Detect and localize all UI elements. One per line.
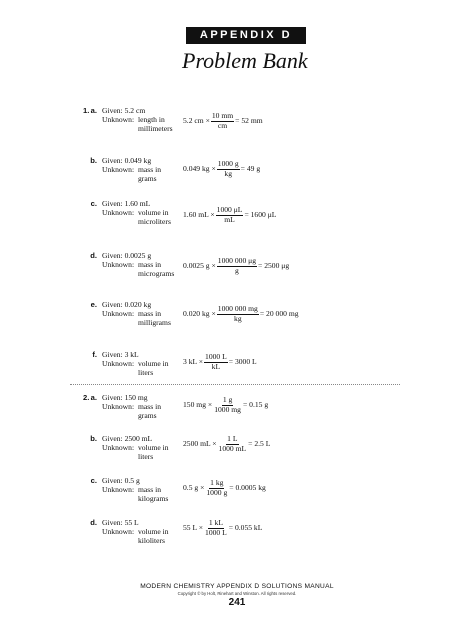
fraction-denominator: kL bbox=[211, 361, 221, 371]
equation bbox=[183, 206, 276, 224]
equation-result: = 49 g bbox=[240, 164, 261, 174]
unknown-label: Unknown: bbox=[102, 485, 135, 495]
part-letter: b. bbox=[90, 156, 97, 165]
equation-result: = 2500 μg bbox=[258, 261, 290, 271]
given-text: Given: 3 kL bbox=[102, 350, 139, 359]
equation bbox=[183, 435, 270, 453]
equation bbox=[183, 479, 266, 497]
fraction-numerator: 1 kL bbox=[208, 518, 223, 527]
fraction-numerator: 1000 000 μg bbox=[217, 256, 257, 265]
unknown-label: Unknown: bbox=[102, 208, 135, 218]
problem-number: 1. bbox=[83, 106, 90, 115]
equation-result: = 20 000 mg bbox=[259, 309, 299, 319]
given-text: Given: 0.5 g bbox=[102, 476, 140, 485]
fraction-denominator: g bbox=[234, 265, 239, 275]
section-divider bbox=[70, 384, 400, 385]
part-letter: a. bbox=[90, 106, 97, 115]
conversion-fraction bbox=[204, 519, 228, 537]
unknown-label: Unknown: bbox=[102, 402, 135, 412]
equation bbox=[183, 396, 268, 414]
part-letter: e. bbox=[90, 300, 97, 309]
equation bbox=[183, 519, 262, 537]
equation bbox=[183, 160, 260, 178]
conversion-fraction bbox=[213, 396, 242, 414]
equation-lead: 150 mg × bbox=[183, 400, 213, 410]
conversion-fraction bbox=[218, 435, 248, 453]
page-title: Problem Bank bbox=[182, 48, 308, 73]
equation bbox=[183, 257, 289, 275]
unknown-text: volume in kiloliters bbox=[138, 527, 169, 546]
fraction-numerator: 1 g bbox=[222, 395, 233, 404]
fraction-denominator: 1000 mL bbox=[218, 443, 247, 453]
unknown-label: Unknown: bbox=[102, 359, 135, 369]
problem-number: 2. bbox=[83, 393, 90, 402]
unknown-label: Unknown: bbox=[102, 260, 135, 270]
unknown-text: mass in grams bbox=[138, 165, 161, 184]
part-letter: a. bbox=[90, 393, 97, 402]
appendix-banner: APPENDIX D bbox=[186, 27, 306, 44]
equation-result: = 1600 μL bbox=[244, 210, 277, 220]
given-text: Given: 2500 mL bbox=[102, 434, 153, 443]
fraction-denominator: kg bbox=[224, 168, 232, 178]
fraction-numerator: 1 kg bbox=[210, 478, 224, 487]
given-text: Given: 0.020 kg bbox=[102, 300, 152, 309]
given-text: Given: 5.2 cm bbox=[102, 106, 146, 115]
equation bbox=[183, 112, 263, 130]
page-number: 241 bbox=[228, 597, 246, 608]
unknown-text: volume in microliters bbox=[138, 208, 171, 227]
fraction-numerator: 10 mm bbox=[211, 111, 234, 120]
conversion-fraction bbox=[205, 479, 228, 497]
fraction-denominator: cm bbox=[217, 120, 228, 130]
equation-lead: 0.5 g × bbox=[183, 483, 205, 493]
unknown-text: mass in milligrams bbox=[138, 309, 171, 328]
equation-lead: 1.60 mL × bbox=[183, 210, 215, 220]
conversion-fraction bbox=[211, 112, 234, 130]
unknown-label: Unknown: bbox=[102, 527, 135, 537]
fraction-denominator: 1000 mg bbox=[214, 404, 241, 414]
given-text: Given: 150 mg bbox=[102, 393, 148, 402]
part-letter: d. bbox=[90, 251, 97, 260]
conversion-fraction bbox=[216, 206, 244, 224]
equation-result: = 0.0005 kg bbox=[229, 483, 266, 493]
fraction-denominator: kg bbox=[234, 313, 242, 323]
part-letter: c. bbox=[90, 476, 97, 485]
unknown-label: Unknown: bbox=[102, 443, 135, 453]
given-text: Given: 0.049 kg bbox=[102, 156, 152, 165]
fraction-numerator: 1000 g bbox=[217, 159, 239, 168]
part-letter: c. bbox=[90, 199, 97, 208]
unknown-text: mass in micrograms bbox=[138, 260, 175, 279]
conversion-fraction bbox=[217, 257, 257, 275]
part-letter: d. bbox=[90, 518, 97, 527]
equation-lead: 5.2 cm × bbox=[183, 116, 210, 126]
unknown-text: length in millimeters bbox=[138, 115, 173, 134]
equation-lead: 0.020 kg × bbox=[183, 309, 216, 319]
equation bbox=[183, 353, 257, 371]
equation-result: = 52 mm bbox=[235, 116, 263, 126]
part-letter: b. bbox=[90, 434, 97, 443]
given-text: Given: 55 L bbox=[102, 518, 139, 527]
unknown-label: Unknown: bbox=[102, 165, 135, 175]
unknown-text: volume in liters bbox=[138, 443, 169, 462]
conversion-fraction bbox=[204, 353, 228, 371]
conversion-fraction bbox=[217, 160, 240, 178]
equation-lead: 55 L × bbox=[183, 523, 204, 533]
given-text: Given: 1.60 mL bbox=[102, 199, 151, 208]
fraction-denominator: 1000 g bbox=[206, 487, 228, 497]
equation bbox=[183, 305, 299, 323]
unknown-text: mass in kilograms bbox=[138, 485, 169, 504]
equation-result: = 0.055 kL bbox=[228, 523, 263, 533]
conversion-fraction bbox=[217, 305, 259, 323]
fraction-numerator: 1000 000 mg bbox=[217, 304, 258, 313]
equation-result: = 0.15 g bbox=[242, 400, 269, 410]
equation-lead: 0.049 kg × bbox=[183, 164, 216, 174]
footer-manual: MODERN CHEMISTRY APPENDIX D SOLUTIONS MANUAL bbox=[140, 583, 334, 590]
unknown-text: volume in liters bbox=[138, 359, 169, 378]
fraction-denominator: 1000 L bbox=[205, 527, 227, 537]
fraction-numerator: 1000 L bbox=[205, 352, 227, 361]
given-text: Given: 0.0025 g bbox=[102, 251, 152, 260]
equation-lead: 2500 mL × bbox=[183, 439, 217, 449]
fraction-denominator: mL bbox=[224, 214, 235, 224]
fraction-numerator: 1 L bbox=[227, 434, 238, 443]
footer-copyright: Copyright © by Holt, Rinehart and Winston. All rights reserved. bbox=[177, 591, 297, 596]
equation-lead: 0.0025 g × bbox=[183, 261, 216, 271]
equation-result: = 2.5 L bbox=[248, 439, 271, 449]
unknown-label: Unknown: bbox=[102, 115, 135, 125]
fraction-numerator: 1000 μL bbox=[216, 205, 243, 214]
unknown-label: Unknown: bbox=[102, 309, 135, 319]
equation-result: = 3000 L bbox=[228, 357, 257, 367]
unknown-text: mass in grams bbox=[138, 402, 161, 421]
equation-lead: 3 kL × bbox=[183, 357, 204, 367]
part-letter: f. bbox=[92, 350, 97, 359]
